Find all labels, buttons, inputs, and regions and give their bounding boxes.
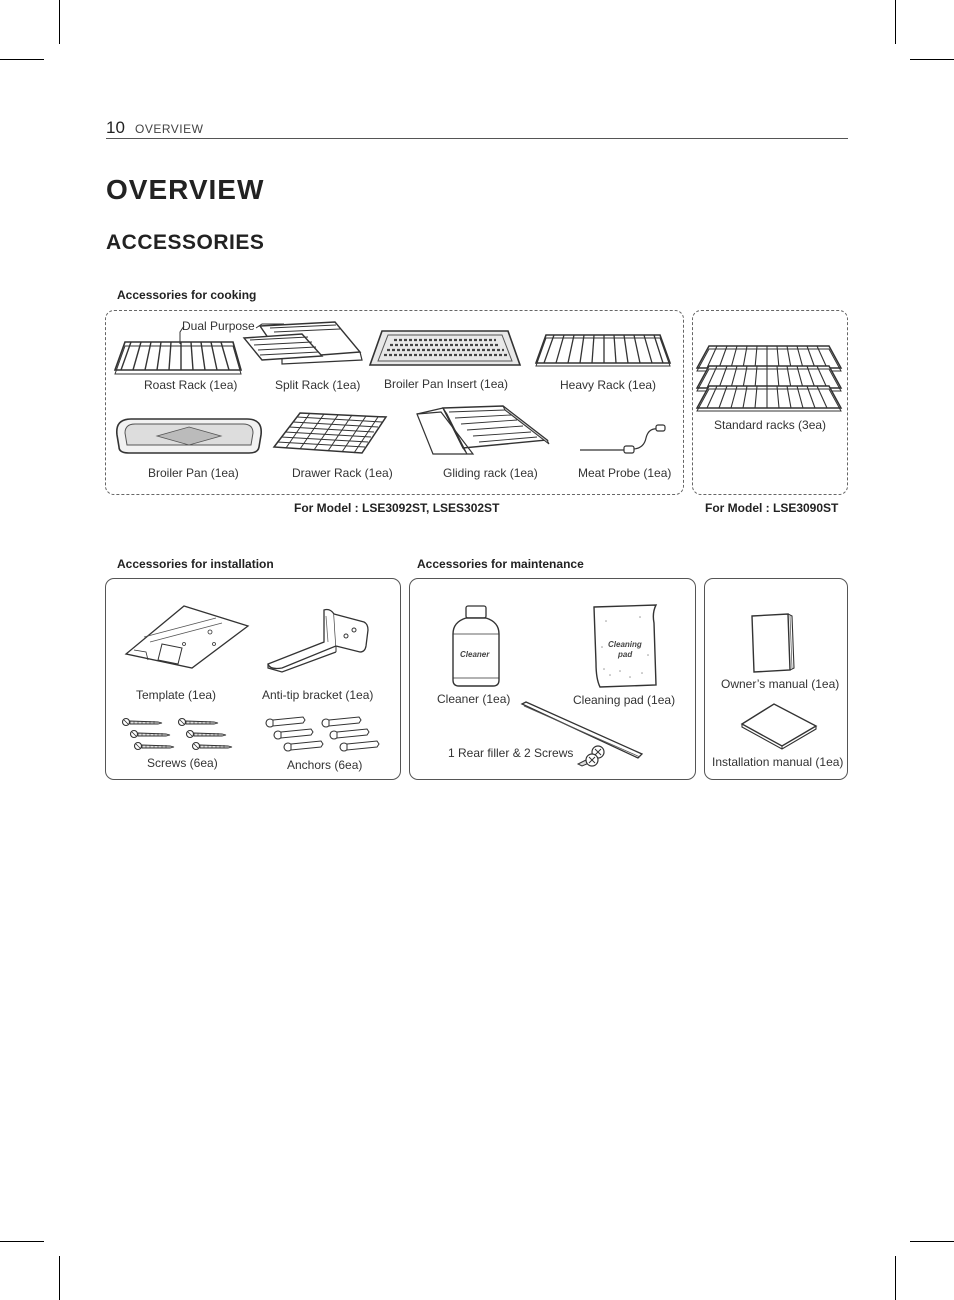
- gliding-rack-label: Gliding rack (1ea): [443, 466, 538, 480]
- crop-mark: [0, 59, 44, 60]
- model-note-right: For Model : LSE3090ST: [705, 501, 839, 515]
- cleaning-pad-label: Cleaning pad (1ea): [573, 693, 676, 707]
- cleaner-label: Cleaner (1ea): [437, 692, 511, 706]
- standard-racks-illustration: [695, 344, 843, 416]
- rear-filler-label: 1 Rear filler & 2 Screws: [448, 746, 574, 760]
- header-rule: [106, 138, 848, 139]
- template-label: Template (1ea): [136, 688, 217, 702]
- meat-probe-illustration: [578, 424, 668, 454]
- page-title: OVERVIEW: [106, 174, 265, 205]
- maintenance-heading: Accessories for maintenance: [417, 557, 584, 571]
- page-number: 10: [106, 118, 125, 137]
- meat-probe-label: Meat Probe (1ea): [578, 466, 672, 480]
- anchors-label: Anchors (6ea): [287, 758, 363, 772]
- header-section: OVERVIEW: [135, 122, 204, 136]
- broiler-pan-label: Broiler Pan (1ea): [148, 466, 239, 480]
- cleaner-bottle-text: Cleaner: [460, 650, 490, 659]
- crop-mark: [910, 1241, 954, 1242]
- split-rack-illustration: [240, 320, 365, 370]
- heavy-rack-illustration: [534, 333, 672, 369]
- owners-manual-illustration: [748, 612, 796, 674]
- template-illustration: [124, 604, 250, 670]
- drawer-rack-label: Drawer Rack (1ea): [292, 466, 393, 480]
- anti-tip-bracket-label: Anti-tip bracket (1ea): [262, 688, 374, 702]
- standard-racks-label: Standard racks (3ea): [714, 418, 827, 432]
- installation-heading: Accessories for installation: [117, 557, 274, 571]
- crop-mark: [895, 1256, 896, 1300]
- cooking-heading: Accessories for cooking: [117, 288, 257, 302]
- anchors-illustration: [263, 714, 383, 756]
- crop-mark: [910, 59, 954, 60]
- anti-tip-bracket-illustration: [264, 606, 370, 674]
- cleaner-bottle-illustration: [451, 604, 501, 688]
- screws-illustration: [120, 716, 236, 754]
- model-note-left: For Model : LSE3092ST, LSES302ST: [294, 501, 500, 515]
- crop-mark: [0, 1241, 44, 1242]
- gliding-rack-illustration: [413, 404, 551, 456]
- broiler-pan-insert-label: Broiler Pan Insert (1ea): [384, 377, 509, 391]
- owners-manual-label: Owner’s manual (1ea): [721, 677, 840, 691]
- roast-rack-label: Roast Rack (1ea): [144, 378, 238, 392]
- drawer-rack-illustration: [272, 411, 388, 457]
- heavy-rack-label: Heavy Rack (1ea): [560, 378, 657, 392]
- section-title: ACCESSORIES: [106, 231, 265, 254]
- installation-manual-label: Installation manual (1ea): [712, 755, 844, 769]
- cleaning-pad-text-1: Cleaning: [608, 640, 642, 649]
- crop-mark: [59, 0, 60, 44]
- screws-label: Screws (6ea): [147, 756, 218, 770]
- dual-purpose-callout: Dual Purpose: [182, 319, 255, 333]
- broiler-pan-insert-illustration: [368, 329, 523, 369]
- crop-mark: [895, 0, 896, 44]
- cleaning-pad-text-2: pad: [618, 650, 633, 659]
- installation-manual-illustration: [740, 702, 818, 750]
- rear-filler-screws-icon: [574, 744, 610, 770]
- broiler-pan-illustration: [113, 415, 265, 455]
- crop-mark: [59, 1256, 60, 1300]
- split-rack-label: Split Rack (1ea): [275, 378, 361, 392]
